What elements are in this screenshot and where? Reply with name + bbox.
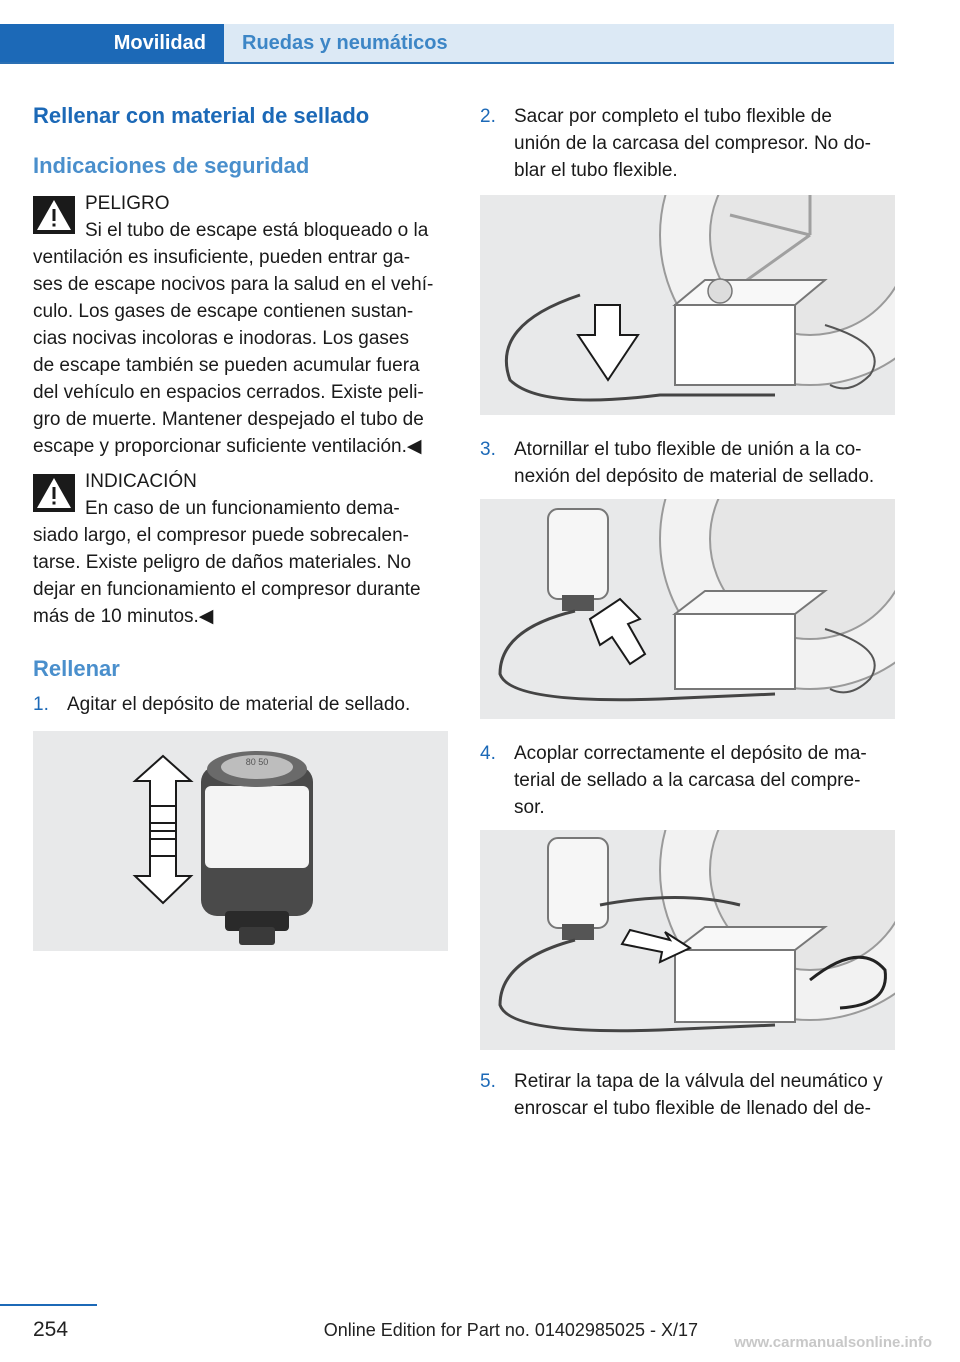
warning-text: Si el tubo de escape está bloqueado o la <box>85 220 429 241</box>
pull-hose-illustration <box>480 195 895 415</box>
figure-pull-hose <box>480 195 895 415</box>
tab-movilidad[interactable]: Movilidad <box>0 24 224 62</box>
warning-text: En caso de un funcionamiento dema- <box>85 498 400 519</box>
edition-note: Online Edition for Part no. 01402985025 - X/17 <box>323 1320 698 1340</box>
step-1: 1. Agitar el depósito de material de sellado. <box>33 691 448 718</box>
attach-hose-illustration <box>480 499 895 719</box>
step-number: 3. <box>480 439 496 460</box>
footer-rule <box>0 1304 97 1306</box>
warning-triangle-icon <box>33 474 75 512</box>
step-number: 1. <box>33 694 49 715</box>
step-number: 5. <box>480 1071 496 1092</box>
danger-warning: PELIGRO Si el tubo de escape está bloqueado o la ventilación es insuficiente, pueden entrar ga- ses de escape nocivos para la salud en el vehí- culo. Los gases de escape contienen sustan- cias nocivas incoloras e inodoras. Los gases de escape también se pueden acumular fuera del vehículo en espacios cerrados. Existe peli- gro de muerte. Mantener despejado el tubo de escape y proporcionar suficiente ventilación.◀ <box>33 190 448 460</box>
section-title: Rellenar con material de sellado <box>33 103 370 128</box>
shake-bottle-illustration <box>33 731 448 951</box>
figure-shake-bottle <box>33 731 448 951</box>
step-3: 3. Atornillar el tubo flexible de unión a la co- nexión del depósito de material de sellado. <box>480 436 895 490</box>
safety-heading: Indicaciones de seguridad <box>33 153 310 178</box>
figure-attach-hose <box>480 499 895 719</box>
step-number: 4. <box>480 743 496 764</box>
watermark: www.carmanualsonline.info <box>734 1334 932 1351</box>
chapter-tabs <box>0 24 894 64</box>
step-5: 5. Retirar la tapa de la válvula del neumático y enroscar el tubo flexible de llenado del de- <box>480 1068 895 1122</box>
fill-heading: Rellenar <box>33 656 120 681</box>
figure-couple-bottle <box>480 830 895 1050</box>
warning-label: PELIGRO <box>85 193 170 214</box>
step-2: 2. Sacar por completo el tubo flexible de unión de la carcasa del compresor. No do- blar el tubo flexible. <box>480 103 895 184</box>
step-number: 2. <box>480 106 496 127</box>
warning-triangle-icon <box>33 196 75 234</box>
tab-ruedas-neumaticos[interactable]: Ruedas y neumáticos <box>224 24 894 62</box>
notice-warning: INDICACIÓN En caso de un funcionamiento dema- siado largo, el compresor puede sobrecalen- tarse. Existe peligro de daños materiales. No dejar en funcionamiento el compresor durante más de 10 minutos.◀ <box>33 468 448 630</box>
page-number: 254 <box>33 1318 69 1341</box>
bottle-label: 80 50 <box>245 757 269 767</box>
warning-label: INDICACIÓN <box>85 471 197 492</box>
couple-bottle-illustration <box>480 830 895 1050</box>
step-4: 4. Acoplar correctamente el depósito de ma- terial de sellado a la carcasa del compre- sor. <box>480 740 895 821</box>
